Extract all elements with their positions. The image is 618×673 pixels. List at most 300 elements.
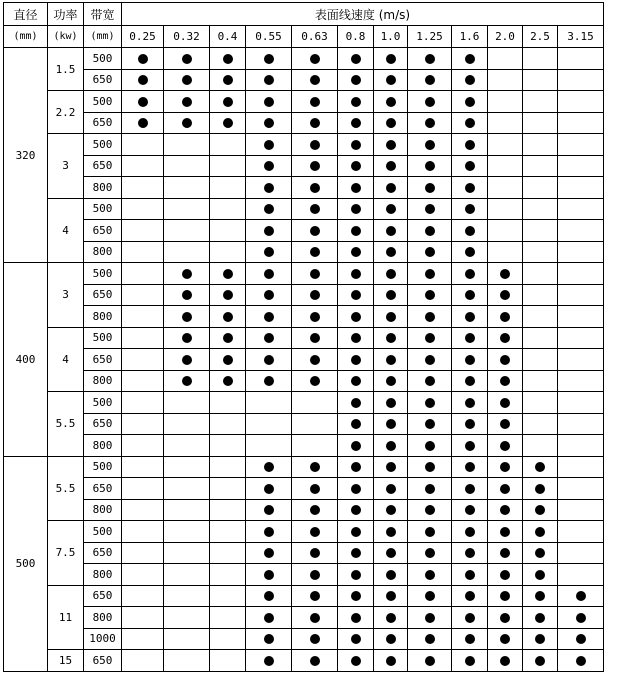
belt-width-cell: 800 [84, 564, 122, 586]
filled-circle-icon [500, 355, 510, 365]
filled-circle-icon [138, 118, 148, 128]
speed-cell [523, 456, 558, 478]
filled-circle-icon [310, 247, 320, 257]
speed-cell [164, 585, 210, 607]
speed-cell [452, 91, 488, 113]
table-row [4, 456, 604, 478]
speed-cell [164, 241, 210, 263]
filled-circle-icon [386, 290, 396, 300]
filled-circle-icon [310, 613, 320, 623]
speed-cell [164, 69, 210, 91]
speed-cell [164, 263, 210, 285]
filled-circle-icon [351, 226, 361, 236]
speed-cell [164, 499, 210, 521]
speed-cell [246, 327, 292, 349]
speed-cell [558, 456, 604, 478]
speed-cell [292, 542, 338, 564]
speed-cell [408, 48, 452, 70]
speed-cell [210, 327, 246, 349]
speed-cell [338, 284, 374, 306]
speed-cell [246, 155, 292, 177]
table-row [4, 607, 604, 629]
belt-width-cell: 800 [84, 607, 122, 629]
filled-circle-icon [500, 333, 510, 343]
table-row [4, 349, 604, 371]
filled-circle-icon [351, 591, 361, 601]
speed-cell [408, 241, 452, 263]
filled-circle-icon [223, 97, 233, 107]
speed-cell [122, 370, 164, 392]
speed-cell [408, 69, 452, 91]
speed-cell [452, 456, 488, 478]
filled-circle-icon [500, 376, 510, 386]
speed-cell [374, 134, 408, 156]
filled-circle-icon [310, 290, 320, 300]
speed-cell [523, 177, 558, 199]
filled-circle-icon [264, 204, 274, 214]
speed-cell [338, 48, 374, 70]
speed-cell [452, 585, 488, 607]
filled-circle-icon [310, 75, 320, 85]
speed-cell [558, 263, 604, 285]
filled-circle-icon [351, 570, 361, 580]
speed-column-header: 0.25 [122, 26, 164, 48]
filled-circle-icon [425, 355, 435, 365]
power-cell: 4 [48, 198, 84, 263]
filled-circle-icon [386, 462, 396, 472]
filled-circle-icon [500, 441, 510, 451]
speed-cell [338, 198, 374, 220]
filled-circle-icon [264, 269, 274, 279]
speed-cell [122, 69, 164, 91]
power-cell: 5.5 [48, 392, 84, 457]
speed-cell [558, 306, 604, 328]
filled-circle-icon [264, 656, 274, 666]
speed-cell [374, 69, 408, 91]
filled-circle-icon [465, 419, 475, 429]
speed-cell [122, 607, 164, 629]
filled-circle-icon [425, 269, 435, 279]
filled-circle-icon [465, 398, 475, 408]
filled-circle-icon [182, 376, 192, 386]
speed-cell [408, 177, 452, 199]
speed-cell [558, 370, 604, 392]
speed-column-header: 1.0 [374, 26, 408, 48]
table-row [4, 564, 604, 586]
filled-circle-icon [264, 118, 274, 128]
speed-cell [246, 370, 292, 392]
table-row [4, 542, 604, 564]
speed-cell [408, 91, 452, 113]
speed-cell [374, 650, 408, 672]
speed-cell [292, 263, 338, 285]
speed-cell [122, 306, 164, 328]
filled-circle-icon [351, 355, 361, 365]
speed-cell [558, 564, 604, 586]
speed-cell [210, 607, 246, 629]
filled-circle-icon [425, 462, 435, 472]
filled-circle-icon [351, 419, 361, 429]
speed-cell [246, 91, 292, 113]
speed-cell [292, 220, 338, 242]
table-row [4, 112, 604, 134]
filled-circle-icon [351, 484, 361, 494]
filled-circle-icon [310, 548, 320, 558]
speed-cell [164, 456, 210, 478]
filled-circle-icon [386, 97, 396, 107]
filled-circle-icon [351, 613, 361, 623]
filled-circle-icon [182, 269, 192, 279]
speed-cell [488, 370, 523, 392]
filled-circle-icon [182, 75, 192, 85]
filled-circle-icon [425, 226, 435, 236]
speed-cell [246, 112, 292, 134]
speed-cell [338, 306, 374, 328]
speed-cell [122, 435, 164, 457]
speed-cell [292, 370, 338, 392]
filled-circle-icon [310, 656, 320, 666]
filled-circle-icon [425, 140, 435, 150]
belt-width-cell: 800 [84, 370, 122, 392]
belt-width-cell: 800 [84, 306, 122, 328]
speed-cell [452, 478, 488, 500]
speed-cell [488, 177, 523, 199]
table-row [4, 177, 604, 199]
filled-circle-icon [386, 355, 396, 365]
filled-circle-icon [223, 376, 233, 386]
speed-cell [122, 521, 164, 543]
filled-circle-icon [351, 505, 361, 515]
speed-cell [122, 349, 164, 371]
filled-circle-icon [351, 140, 361, 150]
speed-column-header: 2.5 [523, 26, 558, 48]
filled-circle-icon [351, 462, 361, 472]
filled-circle-icon [310, 140, 320, 150]
belt-width-cell: 500 [84, 327, 122, 349]
speed-cell [452, 48, 488, 70]
speed-cell [558, 585, 604, 607]
speed-column-header: 1.6 [452, 26, 488, 48]
speed-cell [292, 499, 338, 521]
speed-cell [292, 306, 338, 328]
speed-cell [408, 284, 452, 306]
filled-circle-icon [310, 118, 320, 128]
filled-circle-icon [310, 634, 320, 644]
filled-circle-icon [264, 312, 274, 322]
speed-cell [292, 607, 338, 629]
speed-cell [292, 69, 338, 91]
filled-circle-icon [264, 527, 274, 537]
belt-width-cell: 650 [84, 284, 122, 306]
filled-circle-icon [310, 204, 320, 214]
belt-width-cell: 650 [84, 585, 122, 607]
filled-circle-icon [425, 97, 435, 107]
filled-circle-icon [576, 613, 586, 623]
power-cell: 7.5 [48, 521, 84, 586]
filled-circle-icon [386, 613, 396, 623]
speed-cell [558, 69, 604, 91]
filled-circle-icon [223, 75, 233, 85]
table-row [4, 327, 604, 349]
speed-cell [246, 564, 292, 586]
speed-cell [164, 370, 210, 392]
filled-circle-icon [351, 161, 361, 171]
filled-circle-icon [465, 333, 475, 343]
speed-cell [122, 499, 164, 521]
filled-circle-icon [310, 505, 320, 515]
filled-circle-icon [500, 527, 510, 537]
speed-cell [488, 91, 523, 113]
speed-cell [210, 220, 246, 242]
speed-cell [452, 69, 488, 91]
filled-circle-icon [264, 290, 274, 300]
filled-circle-icon [425, 54, 435, 64]
speed-cell [523, 478, 558, 500]
filled-circle-icon [264, 355, 274, 365]
filled-circle-icon [425, 656, 435, 666]
filled-circle-icon [351, 398, 361, 408]
speed-cell [452, 521, 488, 543]
filled-circle-icon [465, 290, 475, 300]
speed-cell [338, 585, 374, 607]
speed-cell [558, 177, 604, 199]
filled-circle-icon [386, 419, 396, 429]
filled-circle-icon [425, 204, 435, 214]
speed-cell [558, 542, 604, 564]
filled-circle-icon [465, 656, 475, 666]
speed-cell [488, 220, 523, 242]
speed-cell [374, 585, 408, 607]
speed-cell [338, 392, 374, 414]
speed-cell [164, 435, 210, 457]
speed-cell [408, 327, 452, 349]
filled-circle-icon [386, 118, 396, 128]
speed-cell [488, 241, 523, 263]
filled-circle-icon [465, 269, 475, 279]
belt-width-cell: 650 [84, 69, 122, 91]
speed-cell [292, 349, 338, 371]
speed-cell [122, 155, 164, 177]
filled-circle-icon [465, 204, 475, 214]
speed-cell [452, 327, 488, 349]
speed-cell [408, 499, 452, 521]
filled-circle-icon [310, 312, 320, 322]
filled-circle-icon [425, 161, 435, 171]
speed-cell [292, 112, 338, 134]
speed-cell [246, 650, 292, 672]
filled-circle-icon [310, 54, 320, 64]
speed-cell [164, 413, 210, 435]
filled-circle-icon [264, 462, 274, 472]
speed-cell [122, 650, 164, 672]
speed-cell [292, 177, 338, 199]
filled-circle-icon [500, 634, 510, 644]
filled-circle-icon [500, 548, 510, 558]
speed-cell [408, 392, 452, 414]
speed-cell [452, 284, 488, 306]
speed-cell [408, 155, 452, 177]
speed-cell [122, 263, 164, 285]
filled-circle-icon [310, 183, 320, 193]
filled-circle-icon [264, 484, 274, 494]
speed-cell [210, 478, 246, 500]
speed-cell [246, 413, 292, 435]
filled-circle-icon [465, 505, 475, 515]
filled-circle-icon [386, 269, 396, 279]
speed-cell [292, 456, 338, 478]
speed-cell [523, 48, 558, 70]
speed-cell [164, 306, 210, 328]
speed-cell [122, 134, 164, 156]
speed-cell [210, 650, 246, 672]
speed-cell [408, 456, 452, 478]
filled-circle-icon [535, 548, 545, 558]
filled-circle-icon [465, 183, 475, 193]
speed-cell [292, 650, 338, 672]
speed-cell [164, 177, 210, 199]
filled-circle-icon [425, 118, 435, 128]
speed-cell [558, 241, 604, 263]
speed-cell [452, 198, 488, 220]
speed-cell [523, 628, 558, 650]
filled-circle-icon [264, 333, 274, 343]
speed-cell [292, 155, 338, 177]
belt-width-cell: 500 [84, 198, 122, 220]
filled-circle-icon [310, 333, 320, 343]
speed-cell [292, 564, 338, 586]
speed-cell [374, 177, 408, 199]
speed-cell [122, 413, 164, 435]
speed-cell [122, 628, 164, 650]
belt-width-cell: 500 [84, 521, 122, 543]
speed-cell [488, 263, 523, 285]
speed-cell [488, 112, 523, 134]
filled-circle-icon [351, 54, 361, 64]
speed-cell [246, 585, 292, 607]
filled-circle-icon [310, 376, 320, 386]
filled-circle-icon [386, 140, 396, 150]
filled-circle-icon [465, 376, 475, 386]
belt-width-cell: 800 [84, 177, 122, 199]
speed-cell [338, 155, 374, 177]
filled-circle-icon [465, 118, 475, 128]
filled-circle-icon [500, 312, 510, 322]
header-row-2 [4, 26, 604, 48]
power-header: 功率 [48, 3, 84, 26]
speed-cell [338, 349, 374, 371]
speed-cell [558, 134, 604, 156]
speed-cell [488, 198, 523, 220]
speed-cell [558, 607, 604, 629]
speed-cell [488, 435, 523, 457]
filled-circle-icon [223, 312, 233, 322]
filled-circle-icon [425, 613, 435, 623]
belt-width-cell: 500 [84, 263, 122, 285]
filled-circle-icon [351, 204, 361, 214]
speed-cell [558, 628, 604, 650]
filled-circle-icon [465, 613, 475, 623]
speed-cell [408, 220, 452, 242]
speed-cell [164, 349, 210, 371]
speed-header: 表面线速度 (m/s) [122, 3, 604, 26]
speed-cell [246, 69, 292, 91]
speed-cell [452, 155, 488, 177]
speed-cell [558, 521, 604, 543]
filled-circle-icon [386, 505, 396, 515]
speed-column-header: 2.0 [488, 26, 523, 48]
filled-circle-icon [351, 333, 361, 343]
speed-cell [558, 48, 604, 70]
filled-circle-icon [500, 484, 510, 494]
filled-circle-icon [465, 570, 475, 580]
filled-circle-icon [182, 355, 192, 365]
speed-cell [164, 198, 210, 220]
filled-circle-icon [425, 484, 435, 494]
filled-circle-icon [223, 118, 233, 128]
filled-circle-icon [576, 634, 586, 644]
speed-cell [292, 585, 338, 607]
speed-cell [374, 220, 408, 242]
speed-cell [338, 478, 374, 500]
speed-cell [408, 542, 452, 564]
power-cell: 11 [48, 585, 84, 650]
speed-cell [488, 478, 523, 500]
speed-cell [523, 499, 558, 521]
table-row [4, 392, 604, 414]
speed-cell [338, 499, 374, 521]
belt-width-cell: 800 [84, 241, 122, 263]
speed-cell [408, 413, 452, 435]
speed-cell [374, 478, 408, 500]
speed-cell [338, 91, 374, 113]
filled-circle-icon [386, 548, 396, 558]
speed-cell [210, 306, 246, 328]
speed-cell [210, 349, 246, 371]
speed-cell [408, 349, 452, 371]
table-row [4, 91, 604, 113]
filled-circle-icon [310, 484, 320, 494]
table-row [4, 585, 604, 607]
filled-circle-icon [182, 118, 192, 128]
speed-cell [523, 284, 558, 306]
filled-circle-icon [351, 118, 361, 128]
speed-cell [122, 91, 164, 113]
speed-cell [210, 435, 246, 457]
speed-cell [122, 327, 164, 349]
speed-cell [408, 370, 452, 392]
belt-width-cell: 650 [84, 650, 122, 672]
filled-circle-icon [576, 656, 586, 666]
speed-cell [246, 435, 292, 457]
speed-cell [374, 263, 408, 285]
filled-circle-icon [465, 226, 475, 236]
filled-circle-icon [425, 634, 435, 644]
filled-circle-icon [310, 355, 320, 365]
belt-width-cell: 650 [84, 155, 122, 177]
filled-circle-icon [351, 269, 361, 279]
filled-circle-icon [223, 290, 233, 300]
speed-cell [246, 177, 292, 199]
speed-cell [374, 392, 408, 414]
filled-circle-icon [535, 484, 545, 494]
filled-circle-icon [264, 226, 274, 236]
filled-circle-icon [310, 269, 320, 279]
speed-cell [338, 650, 374, 672]
filled-circle-icon [425, 441, 435, 451]
diameter-cell: 500 [4, 456, 48, 671]
speed-cell [338, 241, 374, 263]
speed-cell [210, 241, 246, 263]
